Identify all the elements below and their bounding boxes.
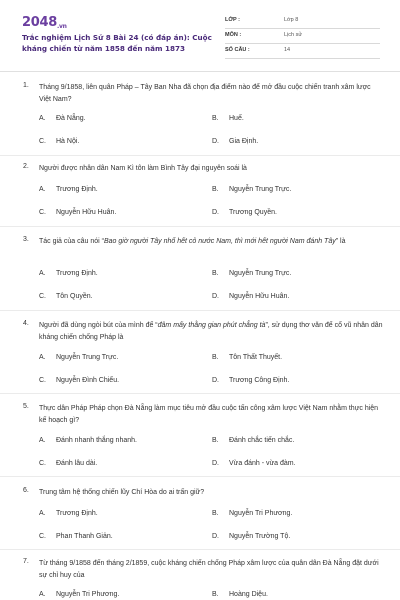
question-divider [0, 549, 400, 550]
meta-row-grade [225, 14, 380, 29]
option-text: Nguyễn Trường Tộ. [229, 533, 291, 540]
option-text: Nguyễn Tri Phương. [56, 591, 120, 598]
question-text: Người được nhân dân Nam Kì tôn làm Bình Tây đại nguyên soái là [39, 165, 247, 172]
question-divider [0, 476, 400, 477]
option-d[interactable]: D. Trương Quyền. [212, 209, 277, 216]
option-b[interactable]: B. Nguyễn Trung Trực. [212, 186, 292, 193]
option-text: Trương Quyền. [229, 209, 277, 216]
meta-value: 14 [284, 47, 291, 53]
option-a[interactable]: A. Trương Định. [39, 186, 98, 193]
logo-text: 2048 [22, 15, 57, 30]
option-text: Đà Nẵng. [56, 115, 86, 122]
option-c[interactable]: C. Tôn Quyền. [39, 293, 93, 300]
logo-suffix: .vn [56, 23, 67, 30]
meta-label: MÔN : [225, 32, 242, 38]
option-text: Hoàng Diệu. [229, 591, 268, 598]
option-b[interactable]: B. Hoàng Diệu. [212, 591, 268, 598]
question-text: Tháng 9/1858, liên quân Pháp – Tây Ban Nha đã chọn địa điểm nào để mở đầu cuộc chiến tranh xâm lược Việt Nam? [39, 84, 371, 103]
option-d[interactable]: D. Gia Định. [212, 138, 259, 145]
meta-label: LỚP : [225, 17, 240, 23]
meta-label: SỐ CÂU : [225, 47, 250, 53]
question-text-part: Người đã dùng ngòi bút của mình để “ [39, 322, 158, 329]
question-divider [0, 310, 400, 311]
question-quote: Bao giờ người Tây nhổ hết cỏ nước Nam, thì mới hết người Nam đánh Tây [103, 238, 336, 245]
option-text: Nguyễn Trung Trực. [56, 354, 119, 361]
question-number: 1. [23, 82, 29, 89]
option-b[interactable]: B. Nguyễn Tri Phương. [212, 510, 293, 517]
option-b[interactable]: B. Huế. [212, 115, 244, 122]
option-d[interactable]: D. Vừa đánh - vừa đàm. [212, 460, 296, 467]
question-number: 4. [23, 320, 29, 327]
option-d[interactable]: D. Trương Công Định. [212, 377, 290, 384]
option-a[interactable]: A. Trương Định. [39, 270, 98, 277]
option-a[interactable]: A. Trương Định. [39, 510, 98, 517]
option-text: Nguyễn Trung Trực. [229, 270, 292, 277]
question-number: 3. [23, 236, 29, 243]
question-text [39, 236, 384, 248]
question-number: 5. [23, 403, 29, 410]
option-text: Phan Thanh Giản. [56, 533, 113, 540]
option-text: Đánh chắc tiến chắc. [229, 437, 295, 444]
question-text: Thực dân Pháp Pháp chọn Đà Nẵng làm mục tiêu mở đầu cuộc tấn công xâm lược Việt Nam nhằm thực hiện kế hoạch gì? [39, 405, 379, 424]
question-text: Trung tâm hệ thống chiến lũy Chí Hòa do ai trấn giữ? [39, 489, 205, 496]
option-a[interactable]: A. Nguyễn Trung Trực. [39, 354, 119, 361]
option-c[interactable]: C. Đánh lâu dài. [39, 460, 98, 467]
option-c[interactable]: C. Hà Nội. [39, 138, 80, 145]
option-b[interactable]: B. Đánh chắc tiến chắc. [212, 437, 295, 444]
option-text: Tôn Thất Thuyết. [229, 354, 283, 361]
option-c[interactable]: C. Nguyễn Đình Chiểu. [39, 377, 120, 384]
meta-row-count [225, 44, 380, 59]
header-divider [0, 71, 400, 72]
question-text-part: ”, sử dụng thơ văn để cổ vũ nhân dân kháng chiến chống Pháp là [39, 322, 383, 341]
quiz-meta [225, 14, 380, 59]
meta-row-subject [225, 29, 380, 44]
option-text: Trương Công Định. [229, 377, 290, 384]
question-number: 2. [23, 163, 29, 170]
option-text: Đánh lâu dài. [56, 460, 98, 467]
option-text: Trương Định. [56, 270, 98, 277]
question-text-part: ” là [335, 238, 346, 245]
option-text: Tôn Quyền. [56, 293, 93, 300]
question-text [39, 320, 384, 343]
option-b[interactable]: B. Tôn Thất Thuyết. [212, 354, 283, 361]
option-text: Vừa đánh - vừa đàm. [229, 460, 296, 467]
option-text: Gia Định. [229, 138, 259, 145]
question-number: 6. [23, 487, 29, 494]
question-divider [0, 226, 400, 227]
question-text-part: Tác giả của câu nói “ [39, 238, 104, 245]
meta-value: Lớp 8 [284, 17, 299, 23]
site-logo[interactable] [22, 15, 67, 30]
option-text: Huế. [229, 115, 244, 122]
option-text: Nguyễn Đình Chiểu. [56, 377, 120, 384]
option-b[interactable]: B. Nguyễn Trung Trực. [212, 270, 292, 277]
option-text: Nguyễn Hữu Huân. [229, 293, 290, 300]
option-text: Trương Định. [56, 510, 98, 517]
option-text: Nguyễn Hữu Huân. [56, 209, 117, 216]
option-text: Nguyễn Trung Trực. [229, 186, 292, 193]
option-text: Đánh nhanh thắng nhanh. [56, 437, 137, 444]
option-c[interactable]: C. Phan Thanh Giản. [39, 533, 113, 540]
page-header [0, 0, 400, 72]
option-d[interactable]: D. Nguyễn Trường Tộ. [212, 533, 291, 540]
option-a[interactable]: A. Đà Nẵng. [39, 115, 86, 122]
option-c[interactable]: C. Nguyễn Hữu Huân. [39, 209, 117, 216]
meta-value: Lịch sử [284, 32, 303, 38]
question-number: 7. [23, 558, 29, 565]
option-d[interactable]: D. Nguyễn Hữu Huân. [212, 293, 290, 300]
option-text: Trương Định. [56, 186, 98, 193]
question-divider [0, 155, 400, 156]
question-text: Từ tháng 9/1858 đến tháng 2/1859, cuộc kháng chiến chống Pháp xâm lược của quân dân Đà Nẵng đặt dưới sự chỉ huy của [39, 560, 379, 579]
page-title: Trắc nghiệm Lịch Sử 8 Bài 24 (có đáp án): Cuộc kháng chiến từ năm 1858 đến năm 1873 [22, 33, 212, 53]
option-text: Nguyễn Tri Phương. [229, 510, 293, 517]
option-a[interactable]: A. Nguyễn Tri Phương. [39, 591, 120, 598]
option-text: Hà Nội. [56, 138, 80, 145]
question-divider [0, 393, 400, 394]
option-a[interactable]: A. Đánh nhanh thắng nhanh. [39, 437, 137, 444]
question-quote: đâm mấy thằng gian phút chẳng tà [157, 322, 266, 329]
